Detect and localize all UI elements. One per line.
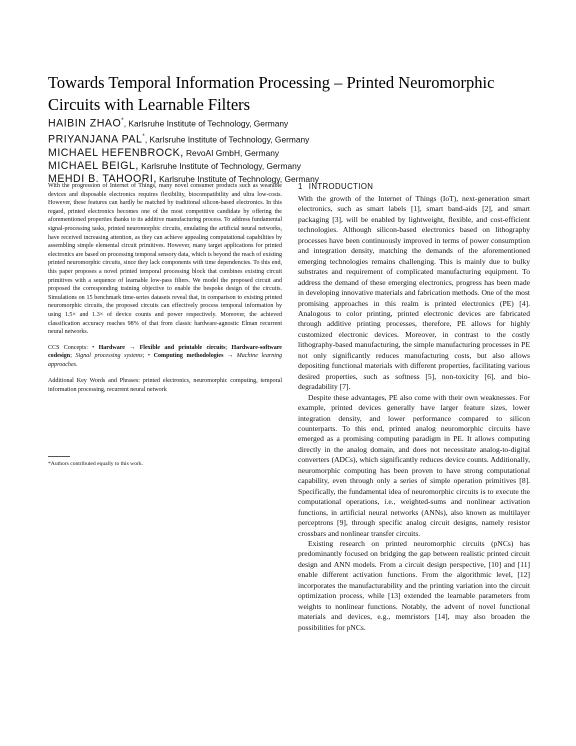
ccs-concepts	[48, 344, 282, 370]
author-line	[48, 115, 548, 131]
author-line	[48, 131, 548, 147]
author-list	[48, 115, 548, 187]
section-title: INTRODUCTION	[308, 182, 374, 191]
ccs-concept: Hardware-software codesign	[48, 344, 282, 360]
section-number: 1	[298, 182, 303, 191]
ccs-separator: ; •	[142, 353, 154, 360]
footnote: *Authors contributed equally to this work.	[48, 461, 144, 467]
author-affiliation: , Karlsruhe Institute of Technology, Germany	[144, 134, 310, 145]
ccs-prefix: CCS Concepts: •	[48, 344, 99, 351]
author-line	[48, 160, 548, 173]
body-paragraph: With the growth of the Internet of Things (IoT), next-generation smart electronics, such as smart labels [1], smart band-aids [2], and smart packaging [3], will be enabled by lightweight, flexible, and cost-efficient technologies. Although silicon-based electronics based on lithography processes have been continuously improved in terms of power consumption and integration density, matching the demands of the aforementioned emerging technologies remains challenging. This is mainly due to bulky substrates and requirement of complicated manufacturing equipment. To address the demand of these emerging electronics, progress has been made in developing innovative materials and fabrication methods. One of the most promising approaches in this realm is printed electronics (PE) [4]. Analogous to color printing, printed electronic devices are fabricated through additive printing processes, therefore, PE allows for highly customized electronic devices. Moreover, in contrast to the costly lithography-based manufacturing, the simple manufacturing processes in PE not only significantly reduces manufacturing costs, but also allows depositing functional materials with different properties, facilitating various desired properties, such as softness [5], non-toxicity [6], and bio-degradability [7].	[298, 194, 530, 392]
paper-title: Towards Temporal Information Processing – Printed Neuromorphic Circuits with Learnable Filters	[48, 73, 495, 114]
ccs-concept: Machine learning approaches	[48, 353, 282, 368]
abstract: With the progression of Internet of Things, many novel consumer products such as wearable devices and disposable electronics requires flexibility, biocompatibility and ultra low-costs. However, these features can hardly be matched by traditional silicon-based electronics. In this regard, printed electronics becomes one of the most competitive candidate by offering the aforementioned properties thanks to its additive manufacturing process. To address fundamental signal-processing tasks, printed neuromorphic circuits, emulating the artificial neural networks, have received increasing attention, as they can achieve appealing computational capabilities by assembling simple elemental circuit primitives. However, many target applications for printed electronics are based on processing temporal sensory data, which is beyond the reach of existing printed neuromorphic circuits, since they lack components with time dependencies. To this end, this paper proposes a novel printed temporal processing block that combines existing circuit primitives with a sequence of learnable low-pass filters. We model the proposed circuit and proposed the corresponding training objective to enable the bespoke design of the circuits. Simulations on 15 benchmark time-series datasets reveal that, in comparison to existing printed neuromorphic circuits, the proposed circuits can effectively process temporal information by using 1.5× and 1.3× of device counts and power respectively. Moreover, the achieved classification accuracy reaches 98% of that from classic hardware-agnostic Elman recurrent neural networks.	[48, 183, 282, 336]
author-affiliation: Karlsruhe Institute of Technology, Germany	[138, 161, 301, 172]
footnote-rule	[48, 456, 70, 457]
author-name: HAIBIN ZHAO	[48, 117, 122, 130]
body-paragraph: Despite these advantages, PE also come with their own weaknesses. For example, printed devices generally have larger feature sizes, lower integration density, and lower performance compared to silicon counterparts. To this end, printed analog neuromorphic circuits have emerged as a promising computing paradigm in PE. It allows computing directly in the analog domain, and does not necessitate analog-to-digital converters (ADCs), which significantly reduces device counts. Additionally, neuromorphic computing has been proven to have strong computational capability, even through only a series of simple operation primitives [8]. Specifically, the fundamental idea of neuromorphic circuits is to execute the computational operations, i.e., weighted-sums and nonlinear activation functions, in artificial neural networks (ANNs), also known as multilayer perceptrons [9], through specific analog circuit designs, namely resistor crossbars and nonlinear transfer circuits.	[298, 392, 530, 538]
ccs-separator: →	[223, 353, 237, 360]
ccs-concept: Computing methodologies	[153, 353, 224, 360]
equal-contribution-mark: *	[121, 118, 124, 124]
equal-contribution-mark: *	[142, 133, 145, 140]
additional-keywords: Additional Key Words and Phrases: printed electronics, neuromorphic computing, temporal information processing, recurrent neural network	[48, 378, 282, 394]
ccs-separator: ;	[225, 344, 232, 351]
author-name: PRIYANJANA PAL	[48, 133, 143, 146]
body-paragraph: Existing research on printed neuromorphic circuits (pNCs) has predominantly focused on bridging the gap between realistic printed circuit design and ANN models. From a circuit design perspective, [10] and [11] enable different activation functions. From the algorithmic level, [12] incorporates the manufacturability and the printing variation into the circuit optimization process, while [13] extended the learnable parameters from weights to nonlinear functions. Notably, the advent of novel functional materials and devices, e.g., memristors [14], may also broaden the possibilities for pNCs.	[298, 538, 530, 632]
author-affiliation: , Karlsruhe Institute of Technology, Germany	[123, 118, 289, 129]
ccs-separator: ;	[70, 353, 76, 360]
author-affiliation: Karlsruhe Institute of Technology, Germany	[156, 174, 319, 185]
author-line	[48, 147, 548, 160]
author-name: MICHAEL HEFENBROCK,	[48, 146, 184, 159]
author-affiliation: RevoAI GmbH, Germany	[183, 147, 280, 158]
ccs-concept: Hardware → Flexible and printable circuits	[98, 344, 226, 351]
author-name: MICHAEL BEIGL,	[48, 160, 139, 173]
ccs-concept: Signal processing systems	[75, 353, 143, 360]
section-heading	[298, 182, 530, 191]
author-name: MEHDI B. TAHOORI,	[48, 173, 157, 186]
ccs-end: .	[76, 361, 78, 368]
left-column	[48, 182, 282, 395]
right-column	[298, 182, 530, 633]
